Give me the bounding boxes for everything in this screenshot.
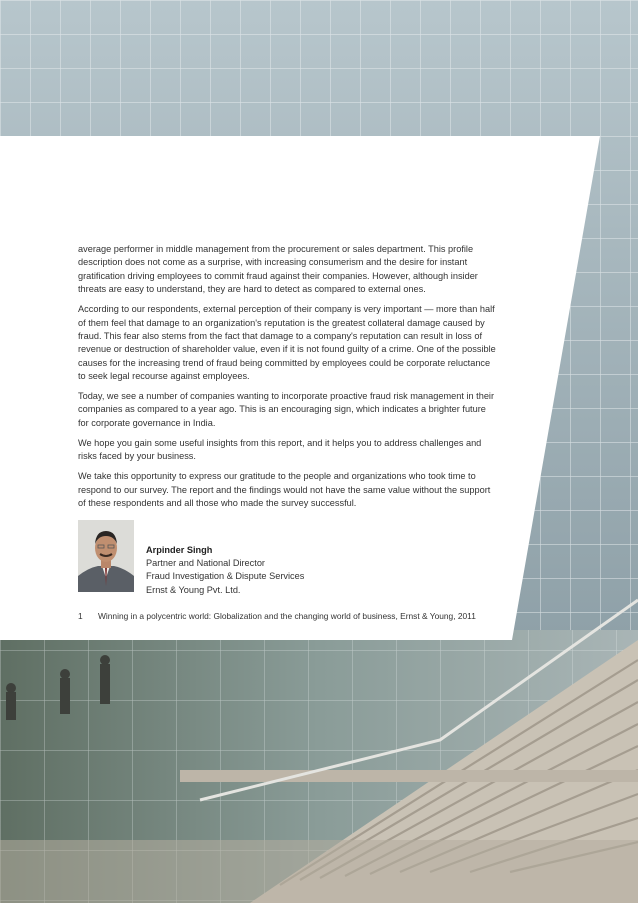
body-text [78,243,498,517]
footnote-text: Winning in a polycentric world: Globalization and the changing world of business, Ernst & Young, 2011 [98,611,476,621]
signatory-name: Arpinder Singh [146,545,213,555]
paragraph: Today, we see a number of companies wanting to incorporate proactive fraud risk management in their companies as compared to a year ago. This is an encouraging sign, which indicates a brighter future for corporate governance in India. [78,391,495,428]
paragraph: According to our respondents, external perception of their company is very important — more than half of them feel that damage to an organization's reputation is the greatest collateral damage caused by fraud. This fear also stems from the fact that damage to a company's reputation can result in loss of revenue or destruction of shareholder value, even if it is not found guilty of a crime. One of the possible causes for the increasing trend of fraud being committed by employees could be corporate reluctance to seek legal recourse against employees. [78,304,496,382]
portrait-photo [78,520,134,592]
paragraph: We take this opportunity to express our gratitude to the people and organizations who took time to respond to our survey. The report and the findings would not have the same value without the support of these respondents and all those who made the survey successful. [78,471,491,508]
footnote [78,611,498,621]
paragraph: We hope you gain some useful insights from this report, and it helps you to address challenges and risks faced by your business. [78,437,482,462]
signatory-company: Ernst & Young Pvt. Ltd. [146,584,241,595]
signature-block [78,520,498,596]
signatory-division: Fraud Investigation & Dispute Services [146,571,305,582]
signatory-title: Partner and National Director [146,558,265,569]
footnote-number: 1 [78,611,83,621]
paragraph: average performer in middle management from the procurement or sales department. This profile description does not come as a surprise, with increasing consumerism and the desire for instant gratification driving employees to commit fraud against their companies. However, although insider threats are easy to understand, they are hard to detect as compared to external ones. [78,244,478,295]
